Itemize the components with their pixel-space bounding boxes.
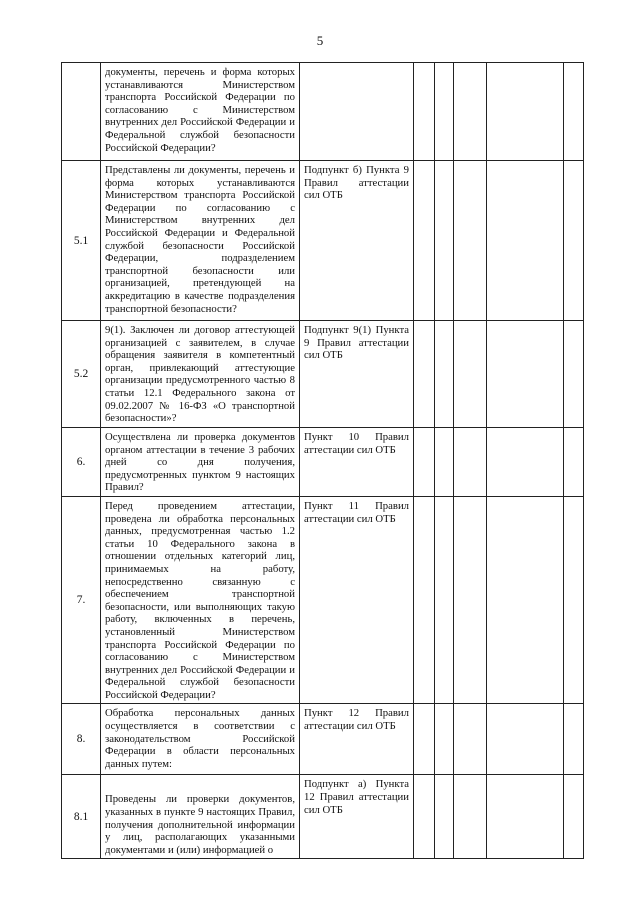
reference-cell: [300, 775, 414, 859]
question-cell: [101, 428, 300, 497]
answer-yes-cell: [414, 428, 435, 497]
answer-no-cell: [435, 161, 454, 321]
answer-no-cell: [435, 496, 454, 704]
question-text: 9(1). Заключен ли договор аттестующей организацией с заявителем, в случае обращения заявителя в компетентный орган, привлекающий аттестующие организации предусмотренного частью 8 статьи 12.1 Федерального закона от 09.02.2007 № 16-ФЗ «О транспортной безопасности»?: [105, 324, 295, 425]
answer-na-cell: [454, 428, 487, 497]
note-cell: [487, 775, 564, 859]
reference-text: Подпункт б) Пункта 9 Правил аттестации сил ОТБ: [304, 164, 409, 202]
row-number-cell: 8.1: [62, 775, 101, 859]
answer-yes-cell: [414, 63, 435, 161]
row-number-cell: 7.: [62, 496, 101, 704]
page-number: 5: [316, 33, 324, 48]
answer-no-cell: [435, 775, 454, 859]
row-number-cell: 5.1: [62, 161, 101, 321]
question-cell: [101, 775, 300, 859]
question-text: Перед проведением аттестации, проведена ли обработка персональных данных, предусмотренная частью 1.2 статьи 10 Федерального закона в отношении отдельных категорий лиц, принимаемых на работу, непосредственно связанную с обеспечением транспортной безопасности, или выполняющих такую работу, включенных в перечень, установленный Министерством транспорта Российской Федерации по согласованию с Министерством внутренних дел Российской Федерации и Федеральной службой безопасности Российской Федерации?: [105, 499, 295, 701]
reference-text: Подпункт а) Пункта 12 Правил аттестации сил ОТБ: [304, 778, 409, 816]
reference-cell: [300, 496, 414, 704]
answer-yes-cell: [414, 775, 435, 859]
answer-na-cell: [454, 496, 487, 704]
question-text: документы, перечень и форма которых устанавливаются Министерством транспорта Российской Федерации по согласованию с Министерством внутренних дел Российской Федерации и Федеральной службой безопасности Российской Федерации?: [105, 66, 295, 154]
table-row: [62, 321, 584, 428]
question-cell: [101, 496, 300, 704]
extra-cell: [564, 496, 584, 704]
answer-no-cell: [435, 321, 454, 428]
answer-na-cell: [454, 63, 487, 161]
question-cell: [101, 63, 300, 161]
answer-yes-cell: [414, 321, 435, 428]
answer-na-cell: [454, 775, 487, 859]
extra-cell: [564, 775, 584, 859]
question-text: Представлены ли документы, перечень и форма которых устанавливаются Министерством транспорта Российской Федерации по согласованию с Министерством внутренних дел Российской Федерации и Федеральной службой безопасности Российской Федерации, подразделением транспортной безопасности или организацией, претендующей на аккредитацию в качестве подразделения транспортной безопасности?: [105, 164, 295, 315]
table-row: [62, 496, 584, 704]
extra-cell: [564, 428, 584, 497]
table-row: [62, 63, 584, 161]
reference-cell: [300, 161, 414, 321]
note-cell: [487, 63, 564, 161]
question-cell: [101, 704, 300, 775]
note-cell: [487, 496, 564, 704]
note-cell: [487, 704, 564, 775]
checklist-table: [61, 62, 584, 859]
extra-cell: [564, 321, 584, 428]
note-cell: [487, 428, 564, 497]
table-row: [62, 161, 584, 321]
reference-text: Пункт 10 Правил аттестации сил ОТБ: [304, 431, 409, 456]
question-text: Проведены ли проверки документов, указанных в пункте 9 настоящих Правил, получения дополнительной информации у лиц, располагающих указанными документами и (или) информацией о: [105, 793, 295, 856]
note-cell: [487, 321, 564, 428]
answer-no-cell: [435, 428, 454, 497]
note-cell: [487, 161, 564, 321]
reference-text: Пункт 11 Правил аттестации сил ОТБ: [304, 499, 409, 525]
answer-yes-cell: [414, 161, 435, 321]
answer-no-cell: [435, 63, 454, 161]
question-text: Осуществлена ли проверка документов органом аттестации в течение 3 рабочих дней со дня получения, предусмотренных пунктом 9 настоящих Правил?: [105, 431, 295, 494]
answer-na-cell: [454, 161, 487, 321]
question-cell: [101, 321, 300, 428]
reference-cell: [300, 321, 414, 428]
extra-cell: [564, 704, 584, 775]
reference-text: Подпункт 9(1) Пункта 9 Правил аттестации сил ОТБ: [304, 324, 409, 362]
answer-yes-cell: [414, 496, 435, 704]
reference-text: Пункт 12 Правил аттестации сил ОТБ: [304, 707, 409, 733]
extra-cell: [564, 161, 584, 321]
extra-cell: [564, 63, 584, 161]
row-number-cell: 8.: [62, 704, 101, 775]
answer-na-cell: [454, 321, 487, 428]
answer-yes-cell: [414, 704, 435, 775]
table-row: [62, 775, 584, 859]
row-number-cell: [62, 63, 101, 161]
row-number-cell: 5.2: [62, 321, 101, 428]
question-text: Обработка персональных данных осуществляется в соответствии с законодательством Российской Федерации в области персональных данных путем:: [105, 707, 295, 770]
question-cell: [101, 161, 300, 321]
answer-no-cell: [435, 704, 454, 775]
reference-cell: [300, 63, 414, 161]
table-row: [62, 428, 584, 497]
reference-cell: [300, 704, 414, 775]
table-row: [62, 704, 584, 775]
reference-cell: [300, 428, 414, 497]
row-number-cell: 6.: [62, 428, 101, 497]
answer-na-cell: [454, 704, 487, 775]
